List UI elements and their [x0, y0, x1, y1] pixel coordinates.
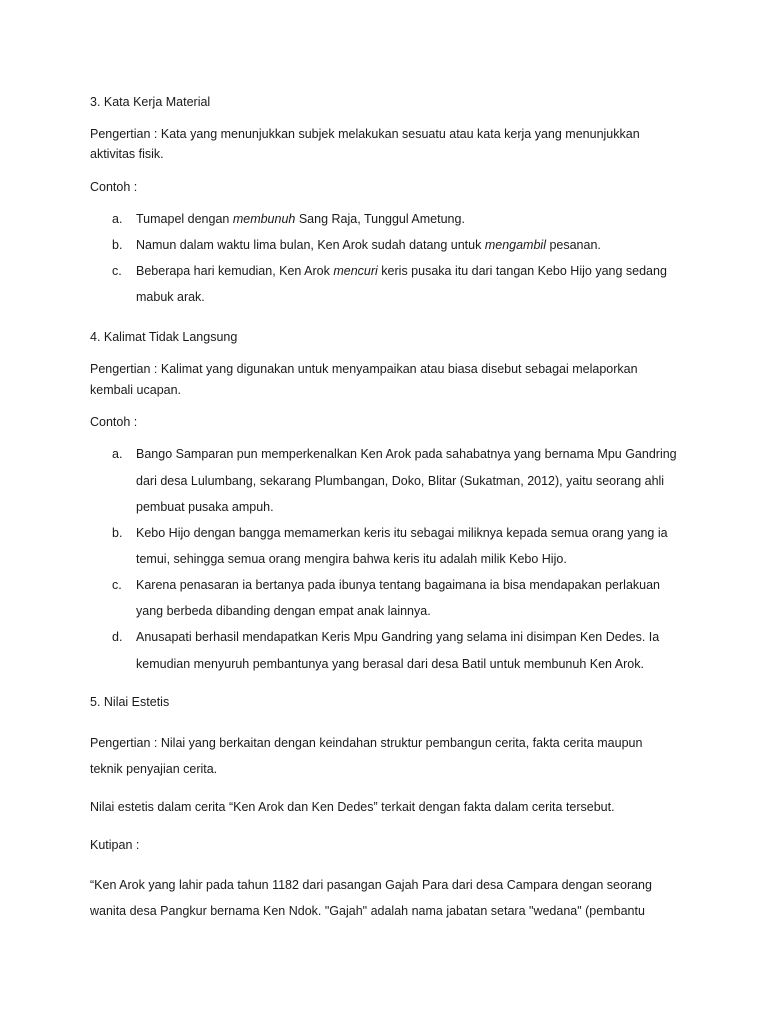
- section-5-kutipan-label: Kutipan :: [90, 838, 140, 852]
- list-item-line: temui, sehingga semua orang mengira bahwa keris itu adalah milik Kebo Hijo.: [136, 552, 567, 566]
- list-item-line: Bango Samparan pun memperkenalkan Ken Arok pada sahabatnya yang bernama Mpu Gandring: [136, 447, 677, 461]
- section-5-heading: 5. Nilai Estetis: [90, 695, 170, 709]
- list-marker: c.: [112, 578, 122, 592]
- list-item-line: dari desa Lulumbang, sekarang Plumbangan, Doko, Blitar (Sukatman, 2012), yaitu seorang ahli: [136, 474, 665, 488]
- list-item-line: pembuat pusaka ampuh.: [136, 500, 274, 514]
- list-item-line: yang berbeda dibanding dengan empat anak lainnya.: [136, 604, 431, 618]
- list-marker: a.: [112, 447, 123, 461]
- list-item-line: Karena penasaran ia bertanya pada ibunya tentang bagaimana ia bisa mendapakan perlakuan: [136, 578, 660, 592]
- section-4-heading: 4. Kalimat Tidak Langsung: [90, 330, 238, 344]
- section-5-definition-line-2: teknik penyajian cerita.: [90, 762, 218, 776]
- list-item: Namun dalam waktu lima bulan, Ken Arok sudah datang untuk mengambil pesanan.: [136, 238, 601, 252]
- section-3-definition-line-1: Pengertian : Kata yang menunjukkan subjek melakukan sesuatu atau kata kerja yang menunjukkan: [90, 127, 640, 141]
- section-5-definition-line-1: Pengertian : Nilai yang berkaitan dengan keindahan struktur pembangun cerita, fakta cerita maupun: [90, 736, 643, 750]
- list-item-line: Kebo Hijo dengan bangga memamerkan keris itu sebagai miliknya kepada semua orang yang ia: [136, 526, 668, 540]
- section-4-contoh-label: Contoh :: [90, 415, 138, 429]
- section-3-definition-line-2: aktivitas fisik.: [90, 147, 164, 161]
- section-5-statement: Nilai estetis dalam cerita “Ken Arok dan Ken Dedes” terkait dengan fakta dalam cerita tersebut.: [90, 800, 615, 814]
- section-4-definition-line-1: Pengertian : Kalimat yang digunakan untuk menyampaikan atau biasa disebut sebagai melaporkan: [90, 362, 638, 376]
- section-3-contoh-label: Contoh :: [90, 180, 138, 194]
- list-marker: c.: [112, 264, 122, 278]
- quote-line-1: “Ken Arok yang lahir pada tahun 1182 dari pasangan Gajah Para dari desa Campara dengan seorang: [90, 878, 652, 892]
- list-item-continuation: mabuk arak.: [136, 290, 205, 304]
- list-item-line: Anusapati berhasil mendapatkan Keris Mpu Gandring yang selama ini disimpan Ken Dedes. Ia: [136, 630, 660, 644]
- list-marker: b.: [112, 238, 123, 252]
- list-marker: d.: [112, 630, 123, 644]
- list-item: Beberapa hari kemudian, Ken Arok mencuri keris pusaka itu dari tangan Kebo Hijo yang sedang: [136, 264, 667, 278]
- list-item: Tumapel dengan membunuh Sang Raja, Tunggul Ametung.: [136, 212, 465, 226]
- list-marker: b.: [112, 526, 123, 540]
- quote-line-2: wanita desa Pangkur bernama Ken Ndok. "Gajah" adalah nama jabatan setara "wedana" (pembantu: [90, 904, 645, 918]
- section-4-definition-line-2: kembali ucapan.: [90, 383, 182, 397]
- section-3-heading: 3. Kata Kerja Material: [90, 95, 211, 109]
- list-marker: a.: [112, 212, 123, 226]
- list-item-line: kemudian menyuruh pembantunya yang berasal dari desa Batil untuk membunuh Ken Arok.: [136, 657, 644, 671]
